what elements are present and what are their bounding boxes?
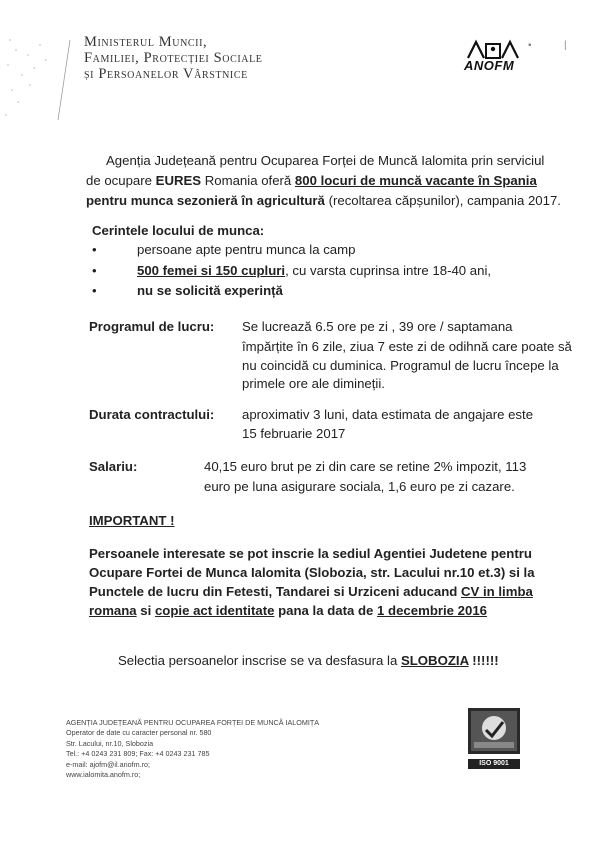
- anofm-logo: [456, 38, 546, 82]
- program-line-4: primele ore ale dimineții.: [242, 376, 385, 391]
- seasonal-work: pentru munca sezonieră în agricultură: [86, 193, 325, 208]
- important-title: IMPORTANT !: [89, 513, 175, 528]
- ministry-line-2: Familiei, Protecției Sociale: [84, 50, 263, 66]
- footer-operator: Operator de date cu caracter personal nr. 580: [66, 728, 212, 738]
- important-line-3: [89, 583, 533, 601]
- headcount: 500 femei si 150 cupluri: [137, 263, 286, 278]
- selection-exclaim: !!!!!!: [468, 653, 499, 668]
- contract-line-2: 15 februarie 2017: [242, 426, 346, 441]
- bullet-dot-icon: •: [92, 242, 97, 257]
- requirement-3: nu se solicită experință: [137, 283, 283, 298]
- scan-mark-right: |: [564, 40, 567, 51]
- intro-line-1: Agenția Județeană pentru Ocuparea Forței de Muncă Ialomita prin serviciul: [106, 153, 545, 168]
- selection-text: Selectia persoanelor inscrise se va desfasura la: [118, 653, 401, 668]
- program-line-3: nu coincidă cu duminica. Programul de lucru începe la: [242, 358, 559, 373]
- footer-phone: Tel.: +4 0243 231 809; Fax: +4 0243 231 785: [66, 749, 210, 759]
- bullet-dot-icon: •: [92, 283, 97, 298]
- jobs-offer: 800 locuri de muncă vacante în Spania: [294, 173, 537, 188]
- contract-line-1: aproximativ 3 luni, data estimata de angajare este: [242, 407, 534, 422]
- selection-city: SLOBOZIA: [400, 653, 469, 668]
- anofm-logo-icon: [462, 38, 522, 60]
- intro-text: (recoltarea căpșunilor), campania 2017.: [324, 193, 561, 208]
- footer-contact: [66, 718, 319, 780]
- iso-certification-badge: [468, 708, 520, 766]
- salary-label: Salariu:: [89, 459, 138, 474]
- cv-requirement: romana: [89, 603, 137, 618]
- bullet-dot-icon: •: [92, 263, 97, 278]
- selection-line: [118, 652, 499, 670]
- important-text: pana la data de: [274, 603, 378, 618]
- requirement-1: persoane apte pentru munca la camp: [137, 242, 356, 257]
- ministry-line-1: Ministerul Muncii,: [84, 34, 208, 50]
- requirements-title: Cerintele locului de munca:: [92, 223, 265, 238]
- intro-line-3: [86, 192, 561, 210]
- iso-label: ISO 9001: [468, 759, 520, 769]
- important-text: Punctele de lucru din Fetesti, Tandarei si Urziceni aducand: [89, 584, 462, 599]
- eures-text: EURES: [155, 173, 202, 188]
- program-label: Programul de lucru:: [89, 319, 215, 334]
- footer-agency: AGENȚIA JUDEȚEANĂ PENTRU OCUPAREA FORȚEI DE MUNCĂ IALOMIȚA: [66, 718, 320, 727]
- program-line-1: Se lucrează 6.5 ore pe zi , 39 ore / saptamana: [242, 319, 513, 334]
- important-line-2: Ocupare Fortei de Munca Ialomita (Slobozia, str. Lacului nr.10 et.3) si la: [89, 565, 535, 580]
- footer-email: e-mail: ajofm@il.anofm.ro;: [66, 759, 150, 769]
- intro-text: de ocupare: [86, 173, 156, 188]
- important-line-1: Persoanele interesate se pot inscrie la sediul Agentiei Judetene pentru: [89, 546, 532, 561]
- footer-website: www.ialomita.anofm.ro;: [66, 770, 141, 780]
- footer-address: Str. Lacului, nr.10, Slobozia: [66, 738, 154, 748]
- program-line-2: împărțite în 6 zile, ziua 7 este zi de odihnă care poate să: [242, 339, 572, 354]
- requirement-text: , cu varsta cuprinsa intre 18-40 ani,: [285, 263, 492, 278]
- id-copy-requirement: copie act identitate: [154, 603, 275, 618]
- deadline-date: 1 decembrie 2016: [377, 603, 488, 618]
- important-text: si: [136, 603, 155, 618]
- certification-icon: [468, 708, 520, 754]
- important-line-4: [89, 602, 487, 620]
- scan-speck: ▪: [528, 40, 532, 51]
- intro-text: Romania oferă: [201, 173, 295, 188]
- ministry-header: [84, 34, 263, 82]
- ministry-line-3: și Persoanelor Vârstnice: [84, 66, 248, 82]
- contract-label: Durata contractului:: [89, 407, 215, 422]
- salary-line-2: euro pe luna asigurare sociala, 1,6 euro pe zi cazare.: [204, 479, 515, 494]
- salary-line-1: 40,15 euro brut pe zi din care se retine 2% impozit, 113: [204, 459, 527, 474]
- cv-requirement: CV in limba: [461, 584, 533, 599]
- requirement-2: [137, 262, 491, 280]
- scan-artifact: [0, 20, 80, 130]
- anofm-logo-text: ANOFM: [464, 58, 515, 73]
- intro-line-2: [86, 172, 537, 190]
